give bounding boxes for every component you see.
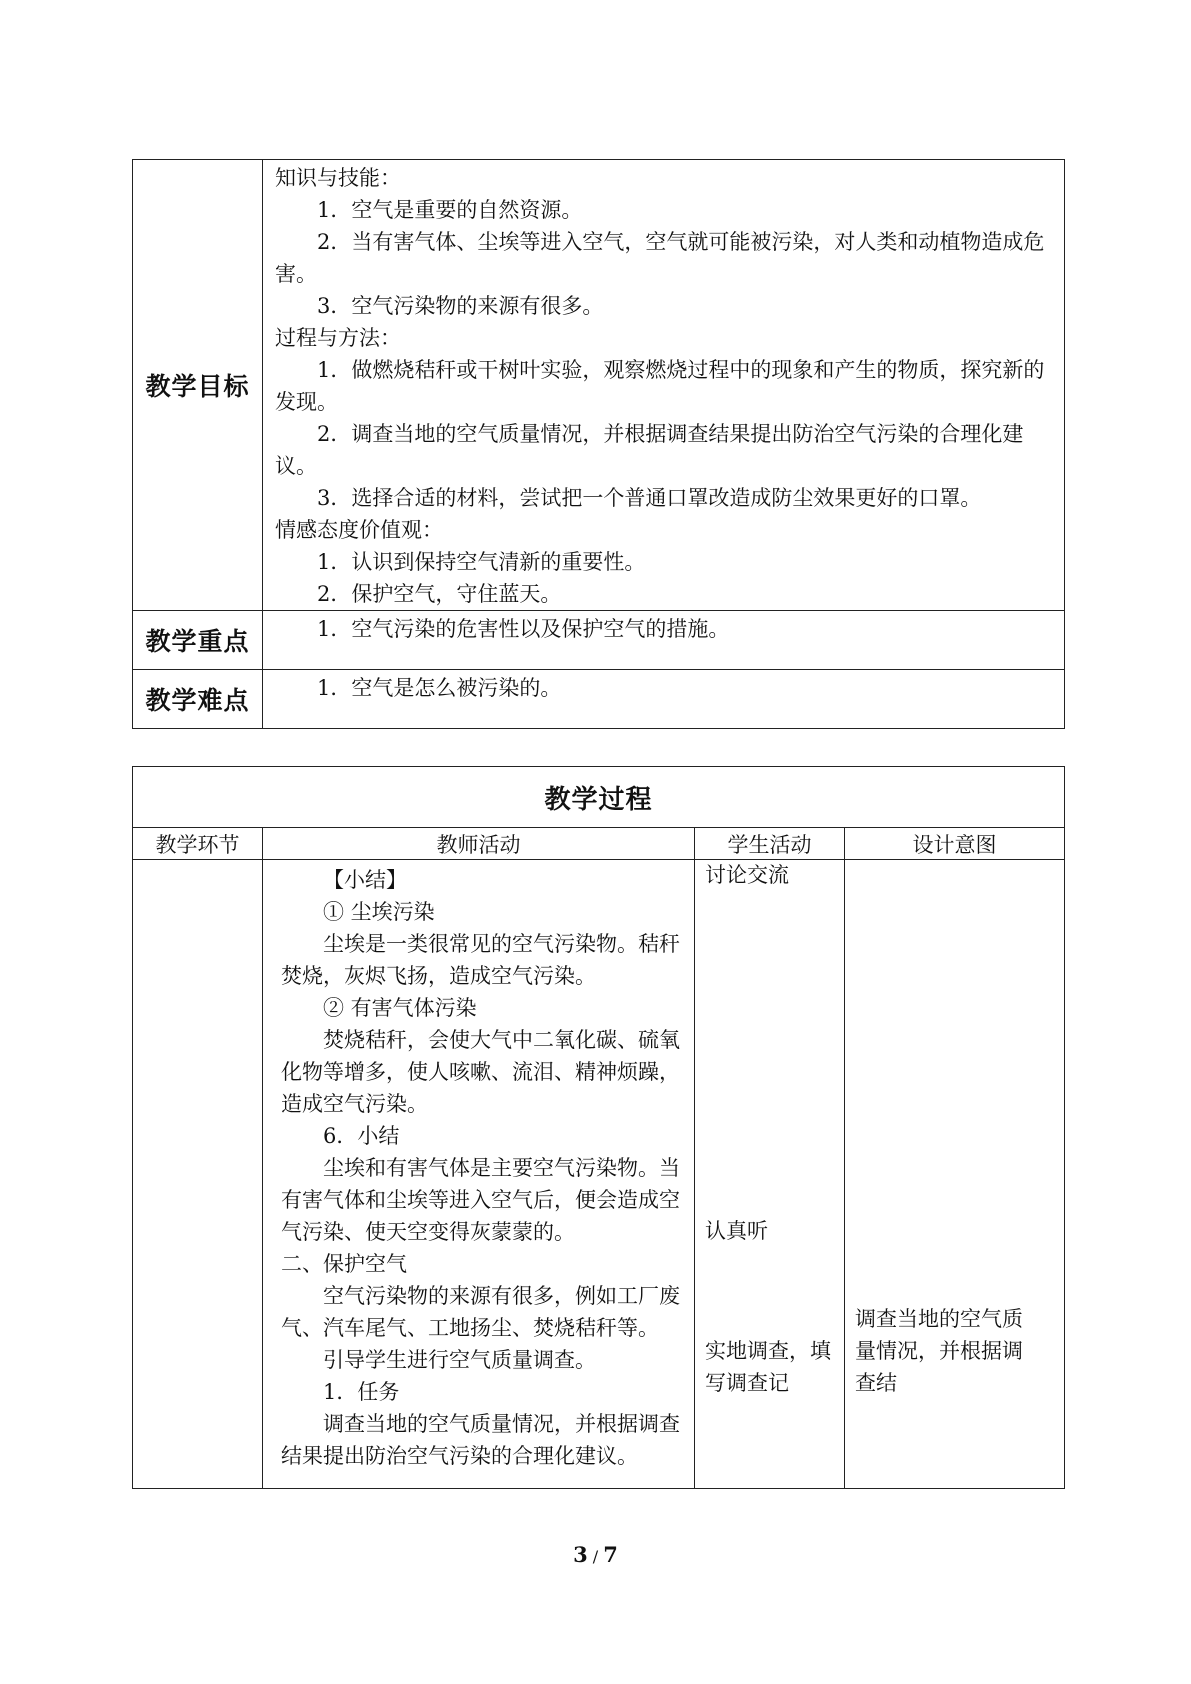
teacher-activity-line: 尘埃是一类很常见的空气污染物。秸秆焚烧，灰烬飞扬，造成空气污染。 (281, 932, 680, 988)
teacher-activity-line: ② 有害气体污染 (323, 996, 477, 1020)
teacher-lines (281, 864, 684, 1472)
key-points-label: 教学重点 (133, 611, 263, 670)
key-points-text: 1．空气污染的危害性以及保护空气的措施。 (317, 617, 730, 641)
teacher-activity-line: 焚烧秸秆，会使大气中二氧化碳、硫氧化物等增多，使人咳嗽、流泪、精神烦躁，造成空气污染。 (281, 1028, 680, 1116)
teacher-activity-line: 1．任务 (323, 1380, 400, 1404)
header-teacher: 教师活动 (263, 828, 695, 860)
teacher-activity-line: 【小结】 (323, 868, 407, 892)
objective-line: 3．选择合适的材料，尝试把一个普通口罩改造成防尘效果更好的口罩。 (317, 486, 982, 510)
process-title: 教学过程 (133, 767, 1065, 828)
stage-cell (133, 860, 263, 1489)
teacher-activity-line: 调查当地的空气质量情况，并根据调查结果提出防治空气污染的合理化建议。 (281, 1412, 680, 1468)
student-activity-item: 认真听 (705, 1219, 768, 1243)
teaching-process-table (132, 766, 1065, 1489)
objective-line: 过程与方法： (275, 326, 401, 350)
teacher-activity-line: 二、保护空气 (281, 1252, 407, 1276)
objective-line: 1．做燃烧秸秆或干树叶实验，观察燃烧过程中的现象和产生的物质，探究新的发现。 (275, 358, 1045, 414)
difficulties-row (133, 670, 1065, 729)
difficulties-text: 1．空气是怎么被污染的。 (317, 676, 562, 700)
objectives-lines (275, 162, 1052, 610)
student-activity-item: 实地调查，填写调查记 (705, 1339, 831, 1395)
header-intent: 设计意图 (845, 828, 1065, 860)
lesson-overview-table (132, 159, 1065, 729)
objective-line: 2．调查当地的空气质量情况，并根据调查结果提出防治空气污染的合理化建议。 (275, 422, 1024, 478)
page-number: 3 / 7 (573, 1542, 618, 1567)
process-body-row (133, 860, 1065, 1489)
process-title-row (133, 767, 1065, 828)
objectives-label: 教学目标 (133, 160, 263, 611)
objectives-content (263, 160, 1065, 611)
objectives-row (133, 160, 1065, 611)
teacher-activity-line: 空气污染物的来源有很多，例如工厂废气、汽车尾气、工地扬尘、焚烧秸秆等。 (281, 1284, 680, 1340)
teacher-activity-line: 6．小结 (323, 1124, 400, 1148)
key-points-row (133, 611, 1065, 670)
objective-line: 1．认识到保持空气清新的重要性。 (317, 550, 646, 574)
difficulties-label: 教学难点 (133, 670, 263, 729)
student-cell (695, 860, 845, 1489)
teacher-cell (263, 860, 695, 1489)
teacher-activity-line: ① 尘埃污染 (323, 900, 435, 924)
page-current: 3 (573, 1542, 588, 1567)
design-intent-item: 调查当地的空气质量情况，并根据调查结 (855, 1307, 1023, 1395)
objective-line: 1．空气是重要的自然资源。 (317, 198, 583, 222)
objective-line: 情感态度价值观： (275, 518, 443, 542)
intent-cell (845, 860, 1065, 1489)
objective-line: 2．当有害气体、尘埃等进入空气，空气就可能被污染，对人类和动植物造成危害。 (275, 230, 1045, 286)
page-total: 7 (603, 1542, 618, 1567)
header-student: 学生活动 (695, 828, 845, 860)
header-stage: 教学环节 (133, 828, 263, 860)
objective-line: 2．保护空气，守住蓝天。 (317, 582, 562, 606)
teacher-activity-line: 尘埃和有害气体是主要空气污染物。当有害气体和尘埃等进入空气后，便会造成空气污染、使天空变得灰蒙蒙的。 (281, 1156, 680, 1244)
teacher-activity-line: 引导学生进行空气质量调查。 (323, 1348, 596, 1372)
student-activity-item: 讨论交流 (705, 863, 789, 887)
objective-line: 知识与技能： (275, 166, 401, 190)
process-header-row (133, 828, 1065, 860)
objective-line: 3．空气污染物的来源有很多。 (317, 294, 604, 318)
